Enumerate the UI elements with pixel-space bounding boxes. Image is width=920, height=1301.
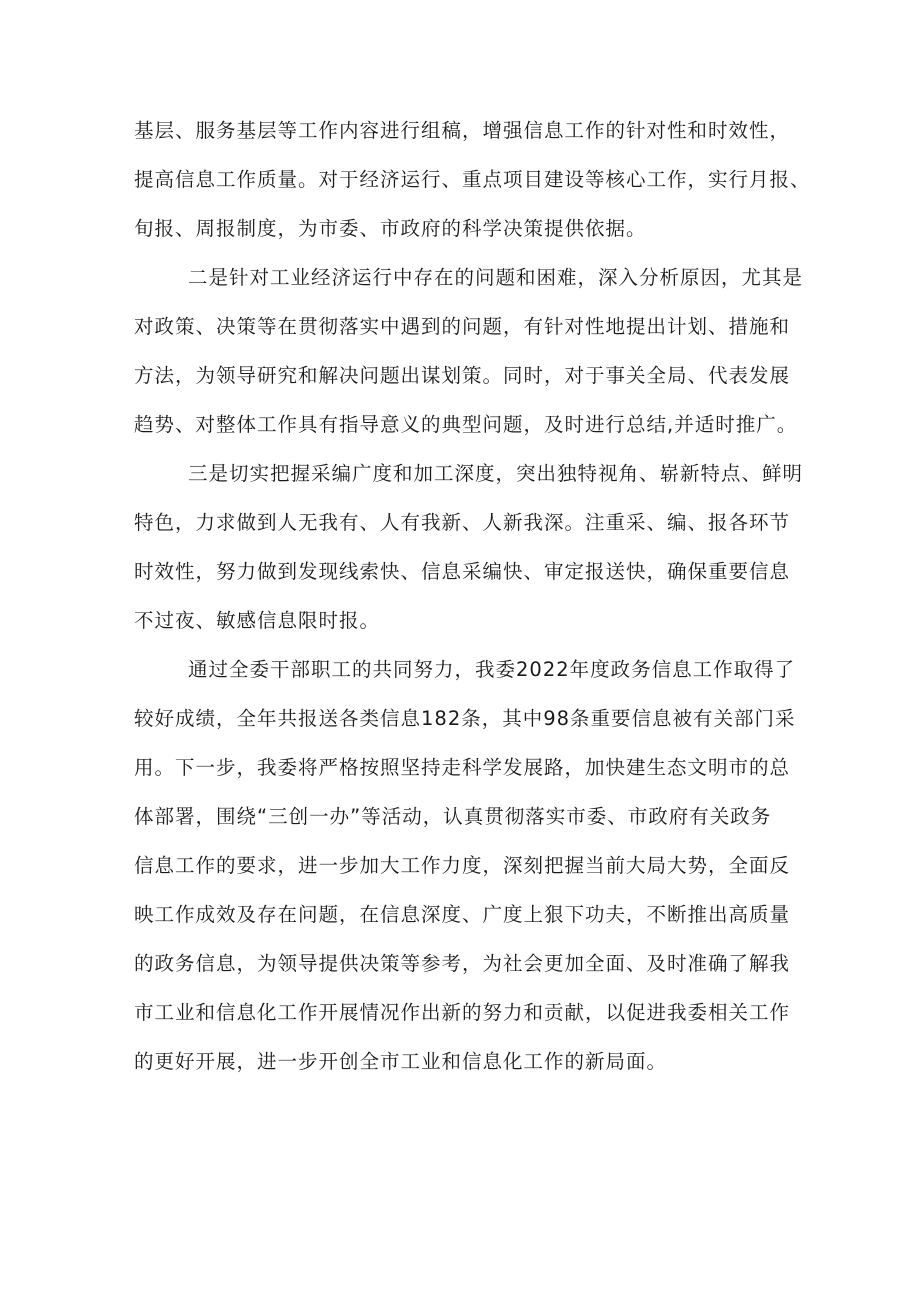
paragraph-3-line-1: 三是切实把握采编广度和加工深度，突出独特视角、崭新特点、鲜明 bbox=[188, 462, 804, 485]
paragraph-4-line-3: 用。下一步，我委将严格按照坚持走科学发展路，加快建生态文明市的总 bbox=[134, 756, 791, 779]
paragraph-3-line-4: 不过夜、敏感信息限时报。 bbox=[134, 609, 381, 632]
paragraph-4-line-6: 映工作成效及存在问题，在信息深度、广度上狠下功夫，不断推出高质量 bbox=[134, 903, 791, 926]
paragraph-2-line-2: 对政策、决策等在贯彻落实中遇到的问题，有针对性地提出计划、措施和 bbox=[134, 315, 791, 338]
paragraph-4-line-1: 通过全委干部职工的共同努力，我委2022年度政务信息工作取得了 bbox=[188, 658, 796, 681]
paragraph-3-line-2: 特色，力求做到人无我有、人有我新、人新我深。注重采、编、报各环节 bbox=[134, 511, 791, 534]
paragraph-3-line-3: 时效性，努力做到发现线索快、信息采编快、审定报送快，确保重要信息 bbox=[134, 560, 791, 583]
paragraph-4-line-9: 的更好开展，进一步开创全市工业和信息化工作的新局面。 bbox=[134, 1050, 668, 1073]
paragraph-4-line-8: 市工业和信息化工作开展情况作出新的努力和贡献，以促进我委相关工作 bbox=[134, 1001, 791, 1024]
paragraph-1-line-1: 基层、服务基层等工作内容进行组稿，增强信息工作的针对性和时效性， bbox=[134, 119, 791, 142]
paragraph-4-line-5: 信息工作的要求，进一步加大工作力度，深刻把握当前大局大势，全面反 bbox=[134, 854, 791, 877]
paragraph-2-line-3: 方法，为领导研究和解决问题出谋划策。同时，对于事关全局、代表发展 bbox=[134, 364, 791, 387]
paragraph-4-line-2: 较好成绩，全年共报送各类信息182条，其中98条重要信息被有关部门采 bbox=[134, 707, 796, 730]
paragraph-4-line-7: 的政务信息，为领导提供决策等参考，为社会更加全面、及时准确了解我 bbox=[134, 952, 791, 975]
paragraph-1-line-3: 旬报、周报制度，为市委、市政府的科学决策提供依据。 bbox=[134, 217, 647, 240]
paragraph-2-line-4: 趋势、对整体工作具有指导意义的典型问题，及时进行总结,并适时推广。 bbox=[134, 413, 798, 436]
paragraph-4-line-4: 体部署，围绕“三创一办”等活动，认真贯彻落实市委、市政府有关政务 bbox=[134, 805, 772, 828]
paragraph-2-line-1: 二是针对工业经济运行中存在的问题和困难，深入分析原因，尤其是 bbox=[188, 266, 804, 289]
paragraph-1-line-2: 提高信息工作质量。对于经济运行、重点项目建设等核心工作，实行月报、 bbox=[134, 168, 811, 191]
